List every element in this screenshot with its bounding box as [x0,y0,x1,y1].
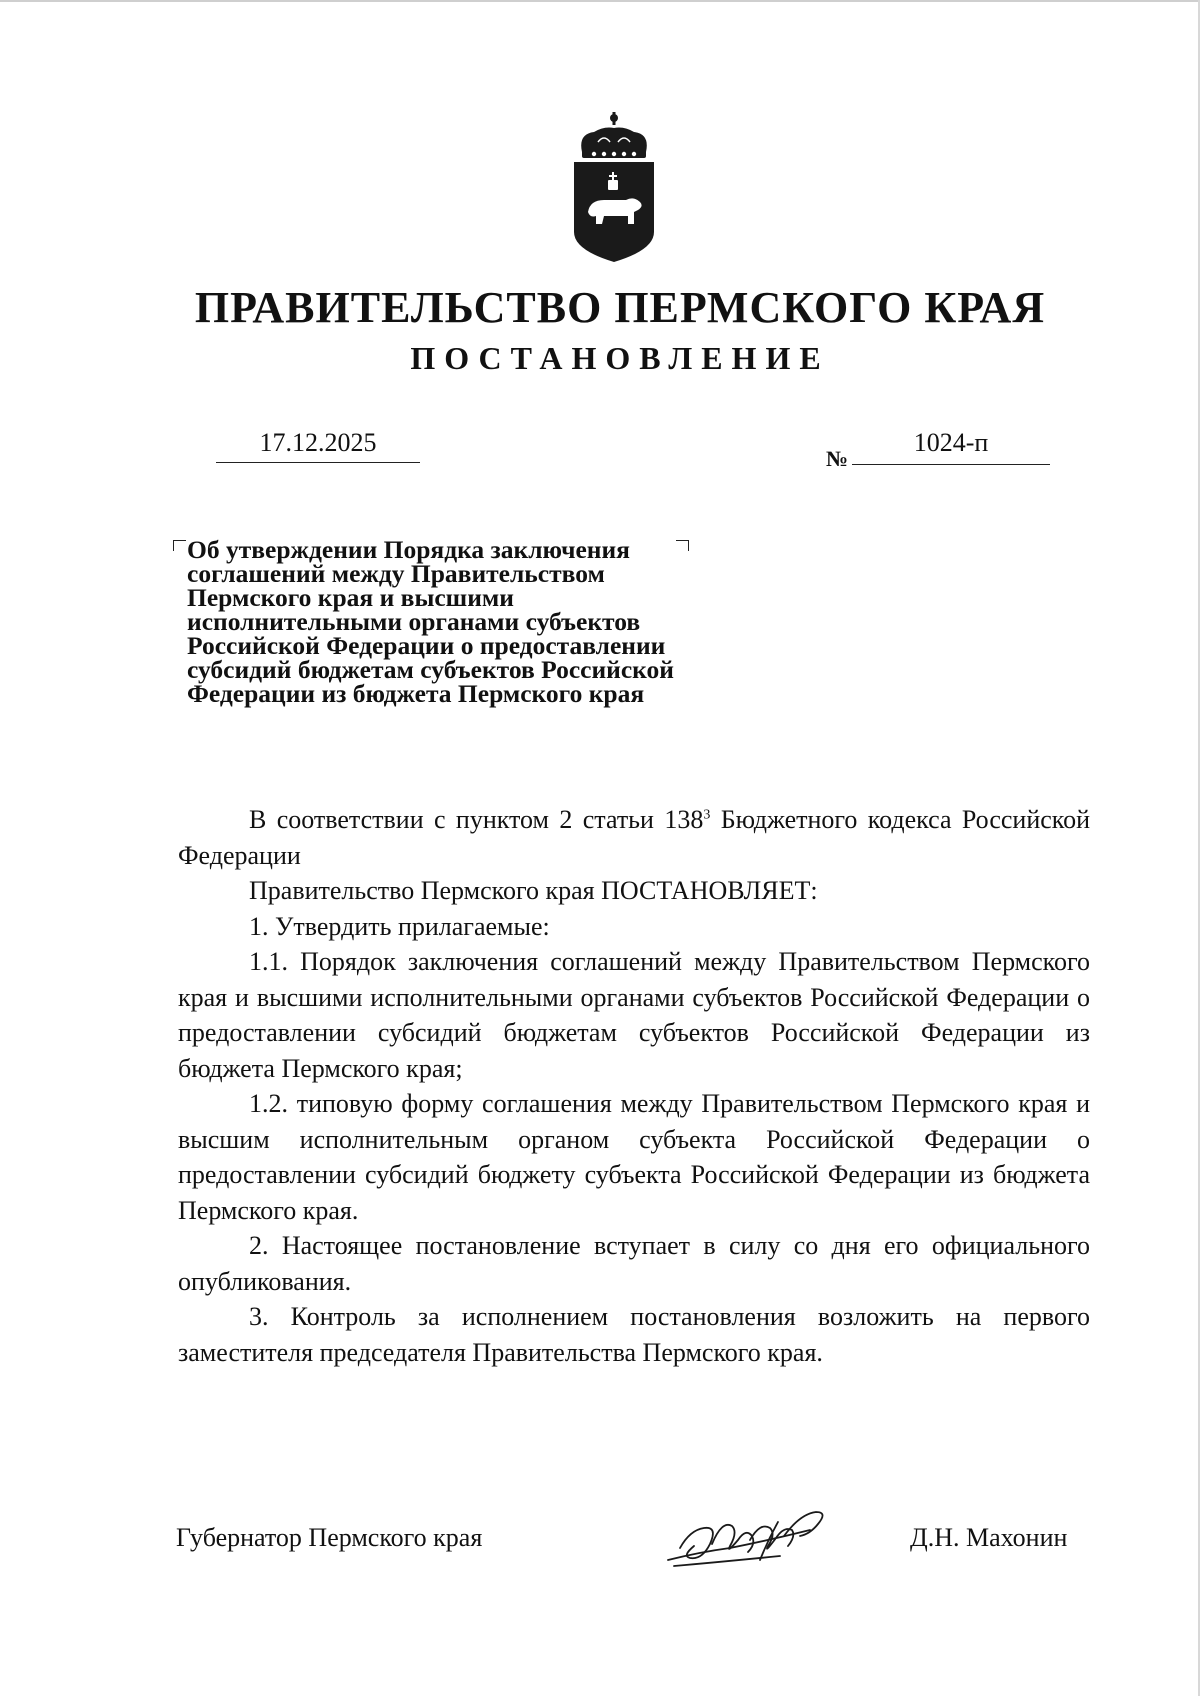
date-underline [216,462,420,463]
document-body [178,802,1090,1370]
paragraph-basis [178,802,1090,873]
subject-line: Российской Федерации о предоставлении [187,631,666,660]
signatory-name: Д.Н. Махонин [910,1523,1068,1552]
subject-line: субсидий бюджетам субъектов Российской [187,655,674,684]
handwritten-signature-icon [660,1500,850,1575]
scan-edge [0,0,1200,2]
document-subject [187,535,727,708]
basis-text-end: Бюджетного кодекса Российской Федерации [178,805,1091,870]
subject-line: Федерации из бюджета Пермского края [187,679,645,708]
document-number: 1024-п [913,428,989,457]
number-underline [852,464,1050,465]
document-date: 17.12.2025 [259,428,377,457]
basis-text: В соответствии с пунктом 2 статьи 138 [249,805,704,834]
subject-line: исполнительными органами субъектов [187,607,641,636]
subject-line: соглашений между Правительством [187,559,605,588]
subject-line: Об утверждении Порядка заключения [187,535,630,564]
article-superscript: 3 [703,807,711,823]
paragraph-item-3: 3. Контроль за исполнением постановления возложить на первого заместителя председателя Правительства Пермского края. [178,1302,1090,1367]
paragraph-resolves: Правительство Пермского края ПОСТАНОВЛЯЕТ: [249,876,818,905]
perm-krai-coat-of-arms-icon [568,112,660,262]
subject-line: Пермского края и высшими [187,583,514,612]
paragraph-item-1: 1. Утвердить прилагаемые: [249,911,550,941]
paragraph-item-1-2: 1.2. типовую форму соглашения между Правительством Пермского края и высшим исполнительным органом субъекта Российской Федерации о предоставлении субсидий бюджету субъекта Российской Федерации из бюджета Пермского края. [178,1089,1090,1225]
paragraph-item-1-1: 1.1. Порядок заключения соглашений между Правительством Пермского края и высшими исполнительными органами субъектов Российской Федерации о предоставлении субсидий бюджетам субъектов Российской Федерации из бюджета Пермского края; [178,947,1090,1083]
government-title: ПРАВИТЕЛЬСТВО ПЕРМСКОГО КРАЯ [194,283,1046,332]
number-sign: № [826,446,849,471]
signatory-role: Губернатор Пермского края [176,1523,483,1552]
subject-bracket-left [173,540,186,551]
paragraph-item-2: 2. Настоящее постановление вступает в силу со дня его официального опубликования. [178,1231,1090,1296]
document-type-title: ПОСТАНОВЛЕНИЕ [410,340,830,376]
